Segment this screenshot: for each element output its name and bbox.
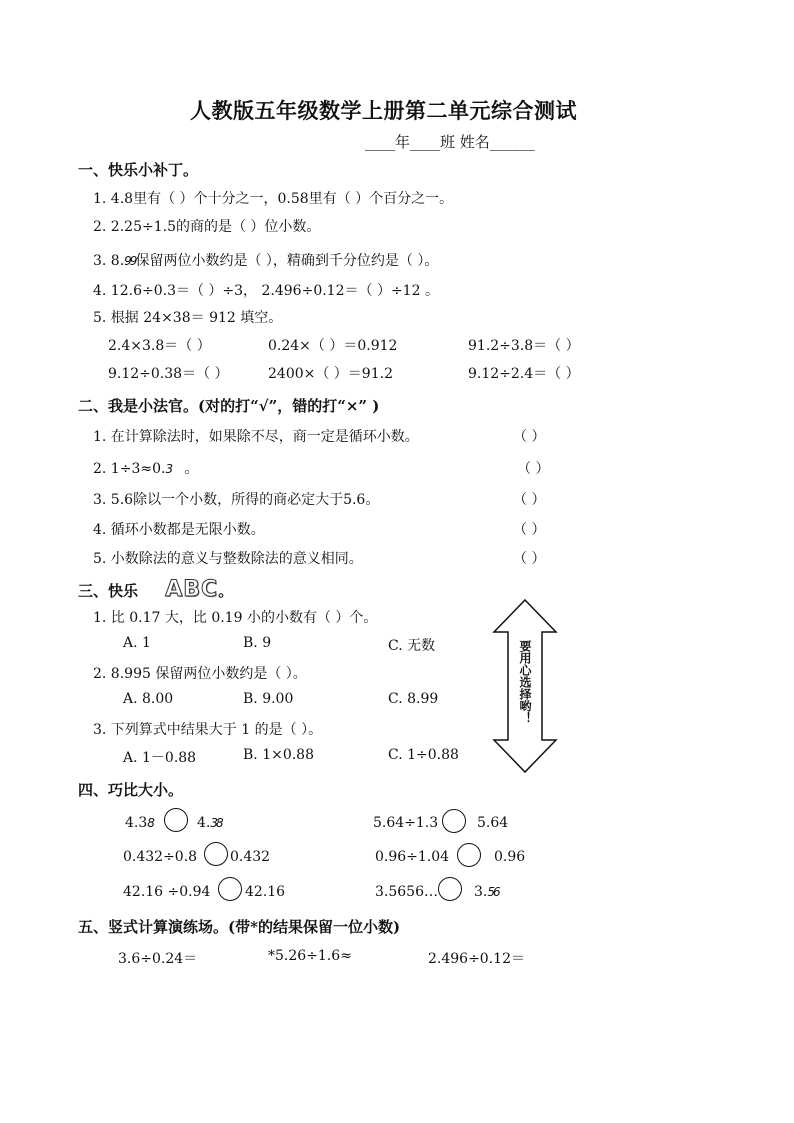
compare-circle-3[interactable]: [204, 842, 228, 866]
compare-1-right-value: 4.: [197, 815, 211, 831]
compare-1-left: [125, 815, 153, 831]
student-info: ____年____班 姓名______: [365, 133, 535, 151]
calc-3: 2.496÷0.12＝: [428, 951, 525, 967]
s3-q3-option-a[interactable]: A. 1－0.88: [123, 750, 197, 766]
compare-3-left: 0.432÷0.8: [123, 849, 198, 865]
section-5-title: 五、竖式计算演练场。(带*的结果保留一位小数): [78, 918, 401, 936]
s3-q2-option-a[interactable]: A. 8.00: [123, 691, 174, 707]
s1-q3-prefix: 3. 8.: [93, 253, 125, 269]
s1-q3-rest: 保留两位小数约是（ ），精确到千分位约是（ ）。: [135, 253, 439, 269]
s2-q2-end: 。: [184, 461, 199, 477]
compare-6-right: [474, 884, 499, 900]
answer-paren-3[interactable]: （ ）: [513, 492, 546, 508]
compare-4-right: 0.96: [494, 849, 526, 865]
s1-question-1: 1. 4.8里有（ ）个十分之一，0.58里有（ ）个百分之一。: [93, 191, 454, 207]
answer-paren-4[interactable]: （ ）: [513, 522, 546, 538]
compare-circle-5[interactable]: [218, 877, 242, 901]
s1-question-2: 2. 2.25÷1.5的商的是（ ）位小数。: [93, 219, 321, 235]
s1-fill-4: 9.12÷0.38＝（ ）: [108, 366, 229, 382]
arrow-label: 要用心选择哟！: [518, 640, 532, 724]
compare-circle-2[interactable]: [442, 809, 466, 833]
s2-question-2: [93, 458, 198, 478]
section-3-end: 。: [218, 582, 234, 600]
s1-question-5: 5. 根据 24×38＝ 912 填空。: [93, 310, 283, 326]
section-3-title: [78, 577, 233, 602]
s3-question-1: 1. 比 0.17 大，比 0.19 小的小数有（ ）个。: [93, 610, 378, 626]
repeating-digit: 8: [147, 816, 153, 830]
page-title: 人教版五年级数学上册第二单元综合测试: [190, 98, 577, 123]
abc-logo: ABC: [165, 577, 219, 602]
compare-6-right-value: 3.: [474, 884, 488, 900]
section-3-label: 三、快乐: [78, 582, 139, 600]
s1-fill-6: 9.12÷2.4＝（ ）: [468, 366, 580, 382]
s3-question-2: 2. 8.995 保留两位小数约是（ ）。: [93, 666, 307, 682]
s3-q1-option-c[interactable]: C. 无数: [388, 638, 436, 654]
answer-paren-2[interactable]: （ ）: [517, 461, 550, 477]
s1-question-3: [93, 250, 438, 270]
s2-question-3: 3. 5.6除以一个小数，所得的商必定大于5.6。: [93, 492, 380, 508]
compare-2-right: 5.64: [477, 815, 509, 831]
compare-4-left: 0.96÷1.04: [375, 849, 450, 865]
s1-fill-5: 2400×（ ）＝91.2: [268, 366, 393, 382]
compare-circle-1[interactable]: [164, 808, 188, 832]
section-2-title: 二、我是小法官。(对的打“√”，错的打“×” ): [78, 397, 380, 415]
compare-1-left-value: 4.3: [125, 815, 148, 831]
s1-fill-3: 91.2÷3.8＝（ ）: [468, 338, 580, 354]
s1-fill-1: 2.4×3.8＝（ ）: [108, 338, 211, 354]
answer-paren-5[interactable]: （ ）: [513, 551, 546, 567]
compare-6-left: 3.5656…: [375, 884, 438, 900]
s1-question-4: 4. 12.6÷0.3＝（ ）÷3， 2.496÷0.12＝（ ）÷12 。: [93, 283, 439, 299]
s2-question-4: 4. 循环小数都是无限小数。: [93, 522, 265, 538]
answer-paren-1[interactable]: （ ）: [513, 429, 546, 445]
s3-q2-option-b[interactable]: B. 9.00: [243, 691, 294, 707]
s2-question-1: 1. 在计算除法时，如果除不尽，商一定是循环小数。: [93, 429, 419, 445]
compare-circle-6[interactable]: [438, 877, 462, 901]
compare-5-left: 42.16 ÷0.94: [123, 884, 211, 900]
repeating-digit: 3: [165, 462, 172, 476]
calc-1: 3.6÷0.24＝: [118, 951, 198, 967]
s3-q3-option-c[interactable]: C. 1÷0.88: [388, 747, 459, 763]
s3-q1-option-b[interactable]: B. 9: [243, 635, 272, 651]
s3-q2-option-c[interactable]: C. 8.99: [388, 691, 439, 707]
s2-q2-prefix: 2. 1÷3≈0.: [93, 461, 166, 477]
compare-5-right: 42.16: [245, 884, 286, 900]
s3-q1-option-a[interactable]: A. 1: [123, 635, 151, 651]
repeating-digits: 38: [210, 816, 222, 830]
s3-question-3: 3. 下列算式中结果大于 1 的是（ ）。: [93, 722, 323, 738]
repeating-digits: 56: [487, 885, 499, 899]
s2-question-5: 5. 小数除法的意义与整数除法的意义相同。: [93, 551, 363, 567]
compare-2-left: 5.64÷1.3: [373, 815, 439, 831]
s3-q3-option-b[interactable]: B. 1×0.88: [243, 747, 314, 763]
compare-1-right: [197, 815, 222, 831]
compare-circle-4[interactable]: [457, 843, 481, 867]
repeating-digits: 99: [124, 254, 136, 268]
s1-fill-2: 0.24×（ ）＝0.912: [268, 338, 398, 354]
section-4-title: 四、巧比大小。: [78, 781, 184, 799]
section-1-title: 一、快乐小补丁。: [78, 161, 199, 179]
calc-2: *5.26÷1.6≈: [268, 948, 352, 964]
compare-3-right: 0.432: [230, 849, 271, 865]
